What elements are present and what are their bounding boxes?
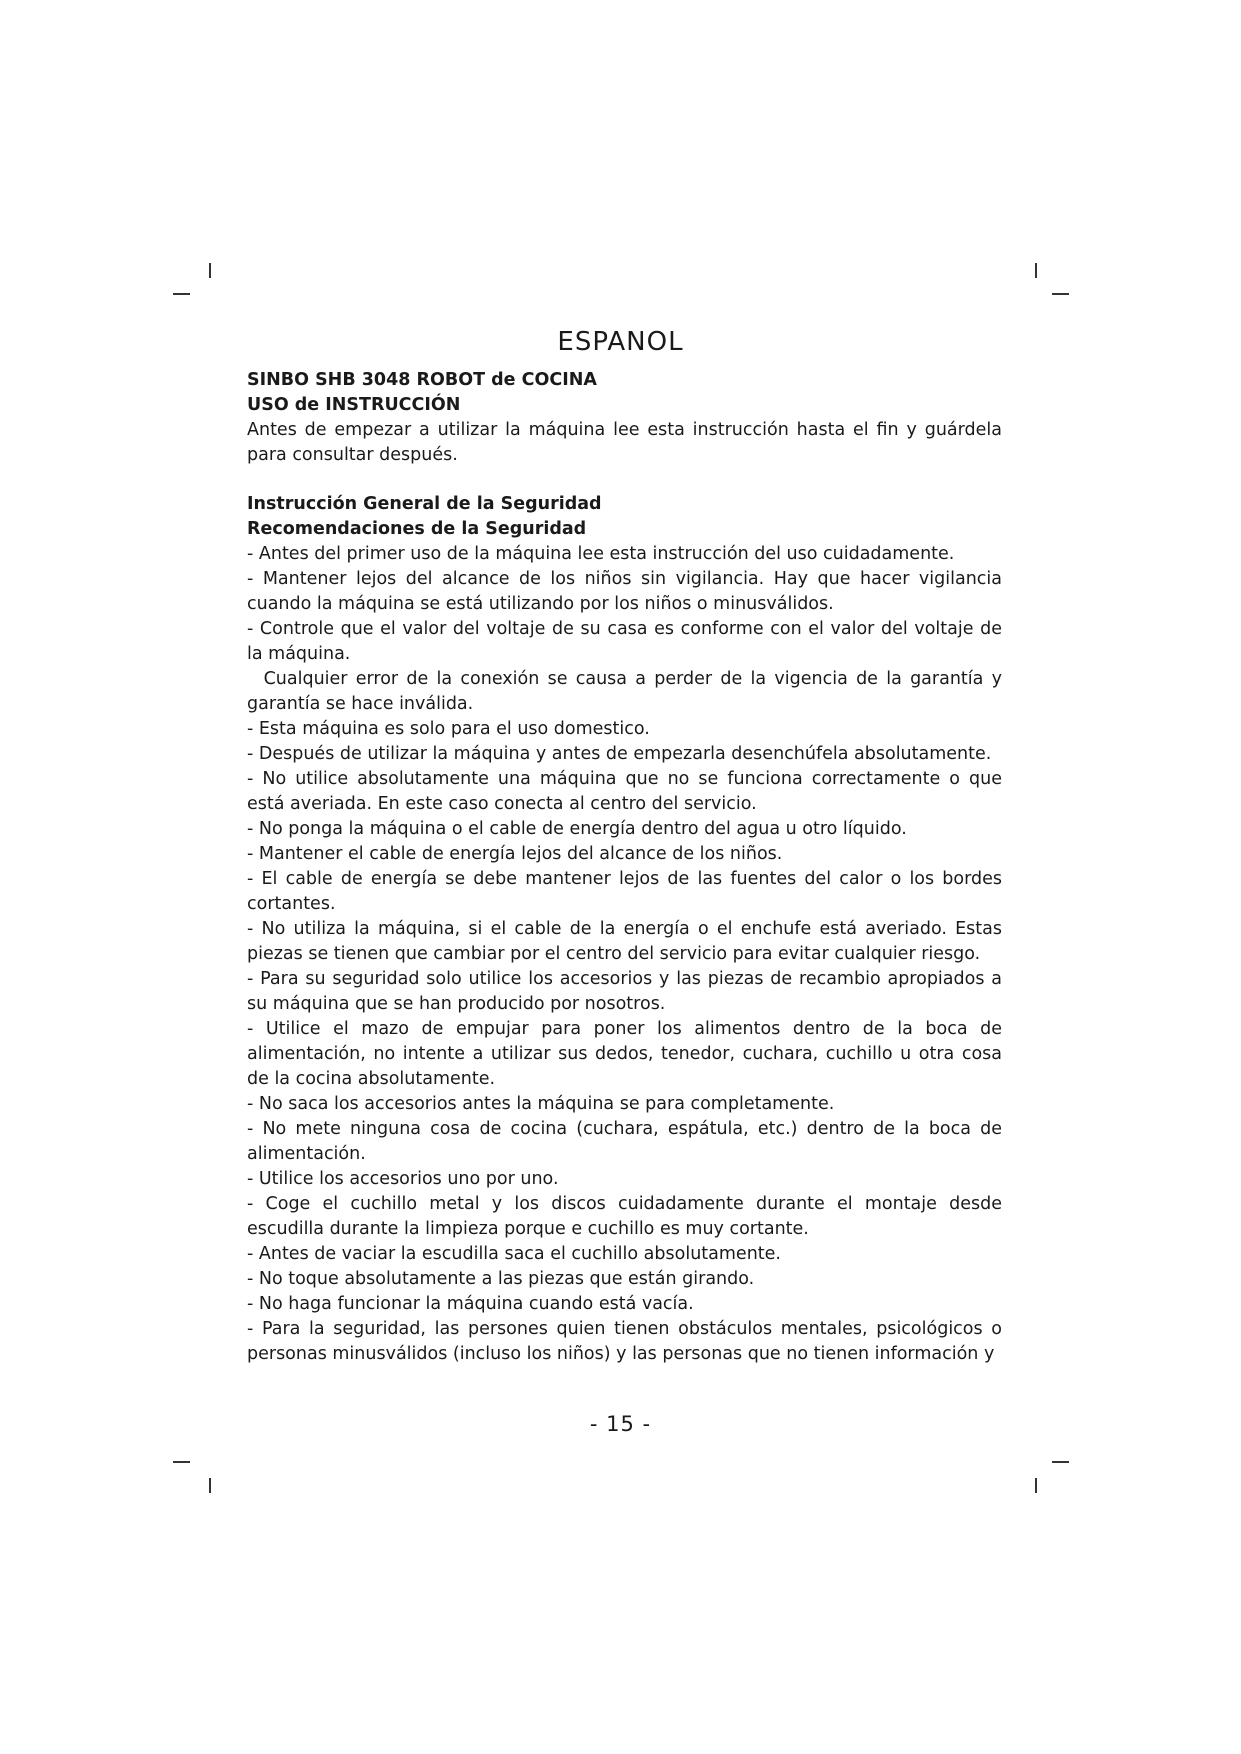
safety-item: - Antes de vaciar la escudilla saca el cuchillo absolutamente. [247,1244,781,1264]
safety-item: - Mantener lejos del alcance de los niños sin vigilancia. Hay que hacer vigilancia cuando la máquina se está utilizando por los niños o minusválidos. [247,569,1002,614]
safety-item: - Esta máquina es solo para el uso domestico. [247,719,650,739]
crop-mark-bottom-right-vertical [1035,1478,1037,1493]
safety-item: - Coge el cuchillo metal y los discos cuidadamente durante el montaje desde escudilla durante la limpieza porque e cuchillo es muy cortante. [247,1194,1002,1239]
safety-item: - Para la seguridad, las persones quien tienen obstáculos mentales, psicológicos o personas minusválidos (incluso los niños) y las personas que no tienen información y [247,1319,1002,1364]
section-title-safety-recommendations: Recomendaciones de la Seguridad [247,519,587,539]
safety-item: - No utilice absolutamente una máquina que no se funciona correctamente o que está averiada. En este caso conecta al centro del servicio. [247,769,1002,814]
safety-section [247,492,1008,1367]
safety-item: - Para su seguridad solo utilice los accesorios y las piezas de recambio apropiados a su máquina que se han producido por nosotros. [247,969,1002,1014]
crop-mark-bottom-left-vertical [209,1478,211,1493]
crop-mark-top-right-horizontal [1052,293,1069,295]
safety-item: - Antes del primer uso de la máquina lee esta instrucción del uso cuidadamente. [247,544,955,564]
document-body [247,368,1008,1367]
document-title [247,368,1002,418]
safety-item: Cualquier error de la conexión se causa a perder de la vigencia de la garantía y garantía se hace inválida. [247,669,1008,714]
safety-item: - Utilice el mazo de empujar para poner los alimentos dentro de la boca de alimentación, no intente a utilizar sus dedos, tenedor, cuchara, cuchillo u otra cosa de la cocina absolutamente. [247,1019,1002,1089]
safety-item: - El cable de energía se debe mantener lejos de las fuentes del calor o los bordes cortantes. [247,869,1002,914]
page-number: - 15 - [589,1412,652,1436]
safety-item: - Utilice los accesorios uno por uno. [247,1169,559,1189]
crop-mark-top-left-horizontal [173,293,190,295]
crop-mark-bottom-right-horizontal [1052,1461,1069,1463]
safety-item: - Después de utilizar la máquina y antes de empezarla desenchúfela absolutamente. [247,744,992,764]
title-line-product: SINBO SHB 3048 ROBOT de COCINA [247,370,597,390]
safety-item: - No saca los accesorios antes la máquina se para completamente. [247,1094,835,1114]
safety-item: - No utiliza la máquina, si el cable de la energía o el enchufe está averiado. Estas piezas se tienen que cambiar por el centro del servicio para evitar cualquier riesgo. [247,919,1002,964]
safety-item: - No haga funcionar la máquina cuando está vacía. [247,1294,694,1314]
intro-paragraph: Antes de empezar a utilizar la máquina lee esta instrucción hasta el fin y guárdela para consultar después. [247,420,1002,465]
language-heading: ESPANOL [557,327,684,357]
title-line-instructions: USO de INSTRUCCIÓN [247,395,461,415]
safety-item: - No ponga la máquina o el cable de energía dentro del agua u otro líquido. [247,819,907,839]
safety-item: - No toque absolutamente a las piezas que están girando. [247,1269,755,1289]
crop-mark-bottom-left-horizontal [173,1461,190,1463]
section-title-general-safety: Instrucción General de la Seguridad [247,494,602,514]
safety-item: - Controle que el valor del voltaje de su casa es conforme con el valor del voltaje de la máquina. [247,619,1002,664]
safety-item: - Mantener el cable de energía lejos del alcance de los niños. [247,844,783,864]
safety-item: - No mete ninguna cosa de cocina (cuchara, espátula, etc.) dentro de la boca de alimentación. [247,1119,1002,1164]
crop-mark-top-right-vertical [1035,263,1037,278]
crop-mark-top-left-vertical [209,263,211,278]
